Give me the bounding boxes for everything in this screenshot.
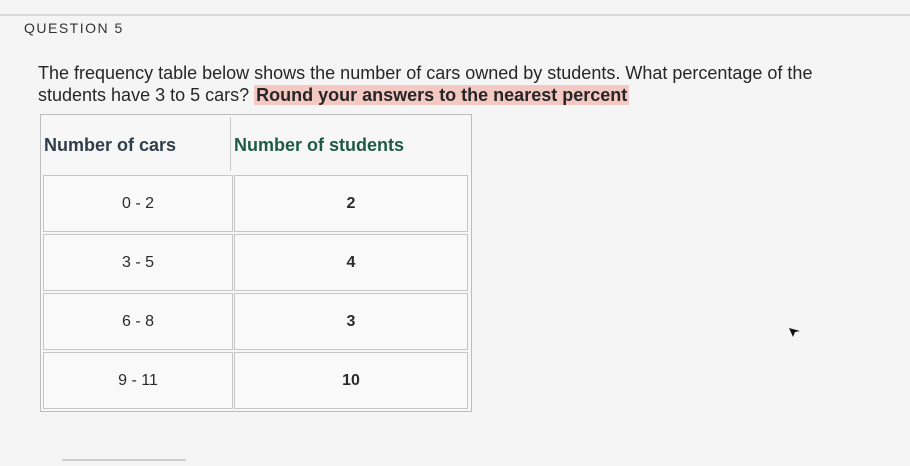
table-row (43, 352, 469, 409)
question-text-prefix: students have 3 to 5 cars? (38, 85, 250, 105)
question-text-line-1: The frequency table below shows the number of cars owned by students. What percentage of the (38, 63, 813, 83)
header-number-of-cars: Number of cars (44, 135, 177, 155)
question-prompt (38, 62, 910, 106)
cars-range-cell: 3 - 5 (43, 234, 233, 291)
header-number-of-students: Number of students (234, 135, 405, 155)
question-header: QUESTION 5 (24, 20, 124, 36)
cars-range-cell: 9 - 11 (43, 352, 233, 409)
students-count-cell: 2 (234, 175, 468, 232)
cursor-arrow-icon (788, 324, 802, 338)
table-row (43, 175, 469, 232)
question-text-line-2 (38, 84, 910, 106)
rounding-instruction: Round your answers to the nearest percent (256, 85, 628, 105)
table-row (43, 234, 469, 291)
top-divider (0, 14, 910, 16)
cars-range-cell: 0 - 2 (43, 175, 233, 232)
answer-field-underline[interactable] (62, 459, 186, 461)
frequency-table (40, 114, 472, 412)
students-count-cell: 10 (234, 352, 468, 409)
table-header-students (41, 115, 471, 173)
students-count-cell: 3 (234, 293, 468, 350)
cars-range-cell: 6 - 8 (43, 293, 233, 350)
students-count-cell: 4 (234, 234, 468, 291)
table-row (43, 293, 469, 350)
